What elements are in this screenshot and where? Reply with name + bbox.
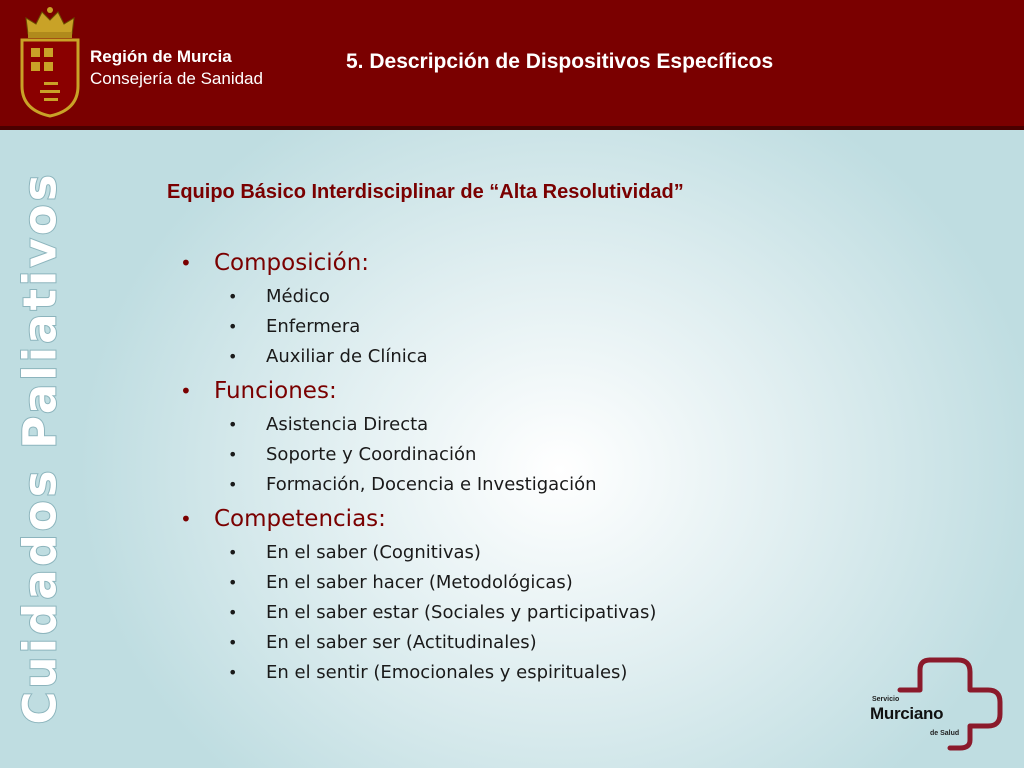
list-item bbox=[180, 282, 656, 312]
list-item bbox=[180, 658, 656, 688]
bullet: • bbox=[228, 445, 238, 464]
org-name: Región de Murcia bbox=[90, 47, 232, 66]
bullet: • bbox=[228, 633, 238, 652]
bullet: • bbox=[228, 543, 238, 562]
bullet: • bbox=[228, 415, 238, 434]
side-title: Cuidados Paliativos bbox=[13, 171, 67, 725]
coat-of-arms-icon bbox=[14, 4, 86, 118]
bullet: • bbox=[228, 287, 238, 306]
list-item bbox=[180, 312, 656, 342]
list-item-text: Médico bbox=[266, 286, 330, 307]
section-heading-text: Funciones: bbox=[214, 378, 337, 404]
list-item-text: Soporte y Coordinación bbox=[266, 444, 477, 465]
logo-bottom-text: de Salud bbox=[930, 730, 960, 737]
list-item bbox=[180, 538, 656, 568]
bullet: • bbox=[228, 603, 238, 622]
list-item bbox=[180, 598, 656, 628]
list-item bbox=[180, 410, 656, 440]
section-heading-text: Composición: bbox=[214, 250, 370, 276]
bullet: • bbox=[228, 663, 238, 682]
list-item bbox=[180, 568, 656, 598]
logo-top-text: Servicio bbox=[872, 696, 900, 703]
org-department: Consejería de Sanidad bbox=[90, 69, 263, 88]
list-item-text: Enfermera bbox=[266, 316, 361, 337]
bullet: • bbox=[228, 475, 238, 494]
list-item-text: En el sentir (Emocionales y espirituales) bbox=[266, 662, 628, 683]
list-item bbox=[180, 628, 656, 658]
list-item bbox=[180, 342, 656, 372]
section-items bbox=[180, 410, 656, 500]
section-items bbox=[180, 538, 656, 688]
section-competencias bbox=[180, 504, 656, 688]
bullet: • bbox=[180, 379, 192, 403]
bullet: • bbox=[228, 317, 238, 336]
section-heading bbox=[180, 504, 656, 538]
section-heading bbox=[180, 376, 656, 410]
list-item-text: En el saber ser (Actitudinales) bbox=[266, 632, 537, 653]
slide-title: 5. Descripción de Dispositivos Específicos bbox=[346, 50, 774, 73]
section-heading bbox=[180, 248, 656, 282]
org-block bbox=[90, 46, 263, 90]
list-item-text: En el saber estar (Sociales y participativas) bbox=[266, 602, 657, 623]
content-list bbox=[180, 248, 656, 692]
list-item bbox=[180, 440, 656, 470]
header-bar bbox=[0, 0, 1024, 126]
logo-main-text: Murciano bbox=[870, 704, 944, 723]
content-subtitle: Equipo Básico Interdisciplinar de “Alta Resolutividad” bbox=[167, 181, 684, 203]
bullet: • bbox=[228, 573, 238, 592]
section-items bbox=[180, 282, 656, 372]
list-item-text: En el saber (Cognitivas) bbox=[266, 542, 481, 563]
section-composicion bbox=[180, 248, 656, 372]
list-item bbox=[180, 470, 656, 500]
list-item-text: En el saber hacer (Metodológicas) bbox=[266, 572, 573, 593]
list-item-text: Asistencia Directa bbox=[266, 414, 429, 435]
section-heading-text: Competencias: bbox=[214, 506, 386, 532]
list-item-text: Auxiliar de Clínica bbox=[266, 346, 428, 367]
section-funciones bbox=[180, 376, 656, 500]
bullet: • bbox=[180, 251, 192, 275]
header-divider bbox=[0, 126, 1024, 130]
bullet: • bbox=[228, 347, 238, 366]
bullet: • bbox=[180, 507, 192, 531]
list-item-text: Formación, Docencia e Investigación bbox=[266, 474, 597, 495]
